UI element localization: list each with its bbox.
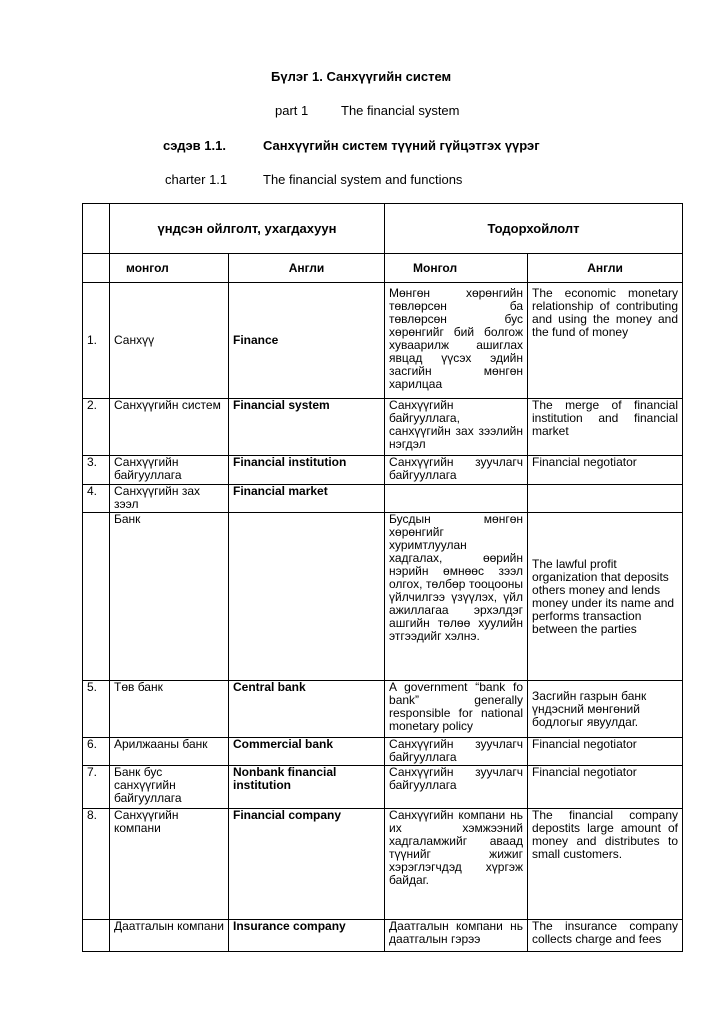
table-row	[83, 283, 683, 399]
definition-english: The lawful profit organization that deposits others money and lends money under its name and performs transaction between the parties	[528, 513, 683, 681]
definition-english: The economic monetary relationship of contributing and using the money and the fund of money	[528, 283, 683, 399]
definition-mongolian: Санхүүгийн компани нь их хэмжээний хадгаламжийг аваад түүнийг жижиг хэрэглэгчдэд хүргэж байдаг.	[385, 809, 528, 920]
definition-english: The insurance company collects charge and fees	[528, 920, 683, 952]
table-row	[83, 456, 683, 485]
row-number: 7.	[83, 766, 110, 809]
table-header-row	[83, 204, 683, 254]
topic-title: Санхүүгийн систем түүний гүйцэтгэх үүрэг	[263, 138, 540, 153]
row-number	[83, 513, 110, 681]
row-number: 6.	[83, 738, 110, 766]
definition-mongolian: A government “bank fo bank” generally responsible for national monetary policy	[385, 681, 528, 738]
term-english: Financial institution	[229, 456, 385, 485]
term-english: Financial company	[229, 809, 385, 920]
term-english: Finance	[229, 283, 385, 399]
term-mongolian: Төв банк	[110, 681, 229, 738]
term-mongolian: Банк	[110, 513, 229, 681]
term-mongolian: Даатгалын компани	[110, 920, 229, 952]
subheader-english: Англи	[229, 254, 385, 283]
table-row	[83, 766, 683, 809]
term-english	[229, 513, 385, 681]
definition-mongolian: Мөнгөн хөрөнгийн төвлөрсөн ба төвлөрсөн бус хөрөнгийг бий болгож хуваарилж ашиглах явцад үүсэх эдийн засгийн мөнгөн харилцаа	[385, 283, 528, 399]
definition-english: Financial negotiator	[528, 766, 683, 809]
definition-mongolian	[385, 485, 528, 513]
row-number: 1.	[83, 283, 110, 399]
definition-english: Засгийн газрын банк үндэсний мөнгөний бодлогыг явуулдаг.	[528, 681, 683, 738]
row-number	[83, 920, 110, 952]
term-mongolian: Арилжааны банк	[110, 738, 229, 766]
table-row	[83, 809, 683, 920]
table-subheader-row	[83, 254, 683, 283]
term-mongolian: Санхүү	[110, 283, 229, 399]
definition-english: The merge of financial institution and financial market	[528, 399, 683, 456]
term-english: Nonbank financial institution	[229, 766, 385, 809]
charter-label: charter 1.1	[165, 172, 228, 187]
definition-mongolian: Бусдын мөнгөн хөрөнгийг хуримтлуулан хадгалах, өөрийн нэрийн өмнөөс зээл олгох, төлбөр тооцооны үйлчилгээ үзүүлэх, үйл ажиллагаа эрхэлдэг ашгийн төлөө хуулийн этгээдийг хэлнэ.	[385, 513, 528, 681]
table-row	[83, 920, 683, 952]
subheader-def-english: Англи	[528, 254, 683, 283]
term-mongolian: Санхүүгийн систем	[110, 399, 229, 456]
table-row	[83, 485, 683, 513]
row-number: 2.	[83, 399, 110, 456]
table-row	[83, 399, 683, 456]
table-row	[83, 738, 683, 766]
definition-mongolian: Санхүүгийн зуучлагч байгууллага	[385, 766, 528, 809]
table-row	[83, 681, 683, 738]
header-definition: Тодорхойлолт	[385, 204, 683, 254]
term-english: Central bank	[229, 681, 385, 738]
table-cell	[83, 254, 110, 283]
row-number: 3.	[83, 456, 110, 485]
subheader-mongolian: монгол	[110, 254, 229, 283]
term-english: Financial system	[229, 399, 385, 456]
term-english: Insurance company	[229, 920, 385, 952]
term-english: Commercial bank	[229, 738, 385, 766]
term-mongolian: Санхүүгийн зах зээл	[110, 485, 229, 513]
definition-english: Financial negotiator	[528, 456, 683, 485]
part-title: The financial system	[341, 103, 460, 118]
term-english: Financial market	[229, 485, 385, 513]
definition-mongolian: Санхүүгийн зуучлагч байгууллага	[385, 456, 528, 485]
row-number: 8.	[83, 809, 110, 920]
definition-english	[528, 485, 683, 513]
subheader-def-mongolian: Монгол	[385, 254, 528, 283]
topic-label: сэдэв 1.1.	[163, 138, 226, 153]
definition-mongolian: Даатгалын компани нь даатгалын гэрээ	[385, 920, 528, 952]
definition-mongolian: Санхүүгийн зуучлагч байгууллага	[385, 738, 528, 766]
term-mongolian: Санхүүгийн байгууллага	[110, 456, 229, 485]
definition-english: Financial negotiator	[528, 738, 683, 766]
definition-mongolian: Санхүүгийн байгууллага, санхүүгийн зах зээлийн нэгдэл	[385, 399, 528, 456]
term-mongolian: Санхүүгийн компани	[110, 809, 229, 920]
definitions-table	[82, 203, 683, 952]
term-mongolian: Банк бус санхүүгийн байгууллага	[110, 766, 229, 809]
table-row	[83, 513, 683, 681]
header-concepts: үндсэн ойлголт, ухагдахуун	[110, 204, 385, 254]
chapter-title: Бүлэг 1. Санхүүгийн систем	[271, 69, 452, 84]
table-cell	[83, 204, 110, 254]
row-number: 5.	[83, 681, 110, 738]
definition-english: The financial company depostits large amount of money and distributes to small customers.	[528, 809, 683, 920]
row-number: 4.	[83, 485, 110, 513]
part-label: part 1	[275, 103, 309, 118]
charter-title: The financial system and functions	[263, 172, 463, 187]
